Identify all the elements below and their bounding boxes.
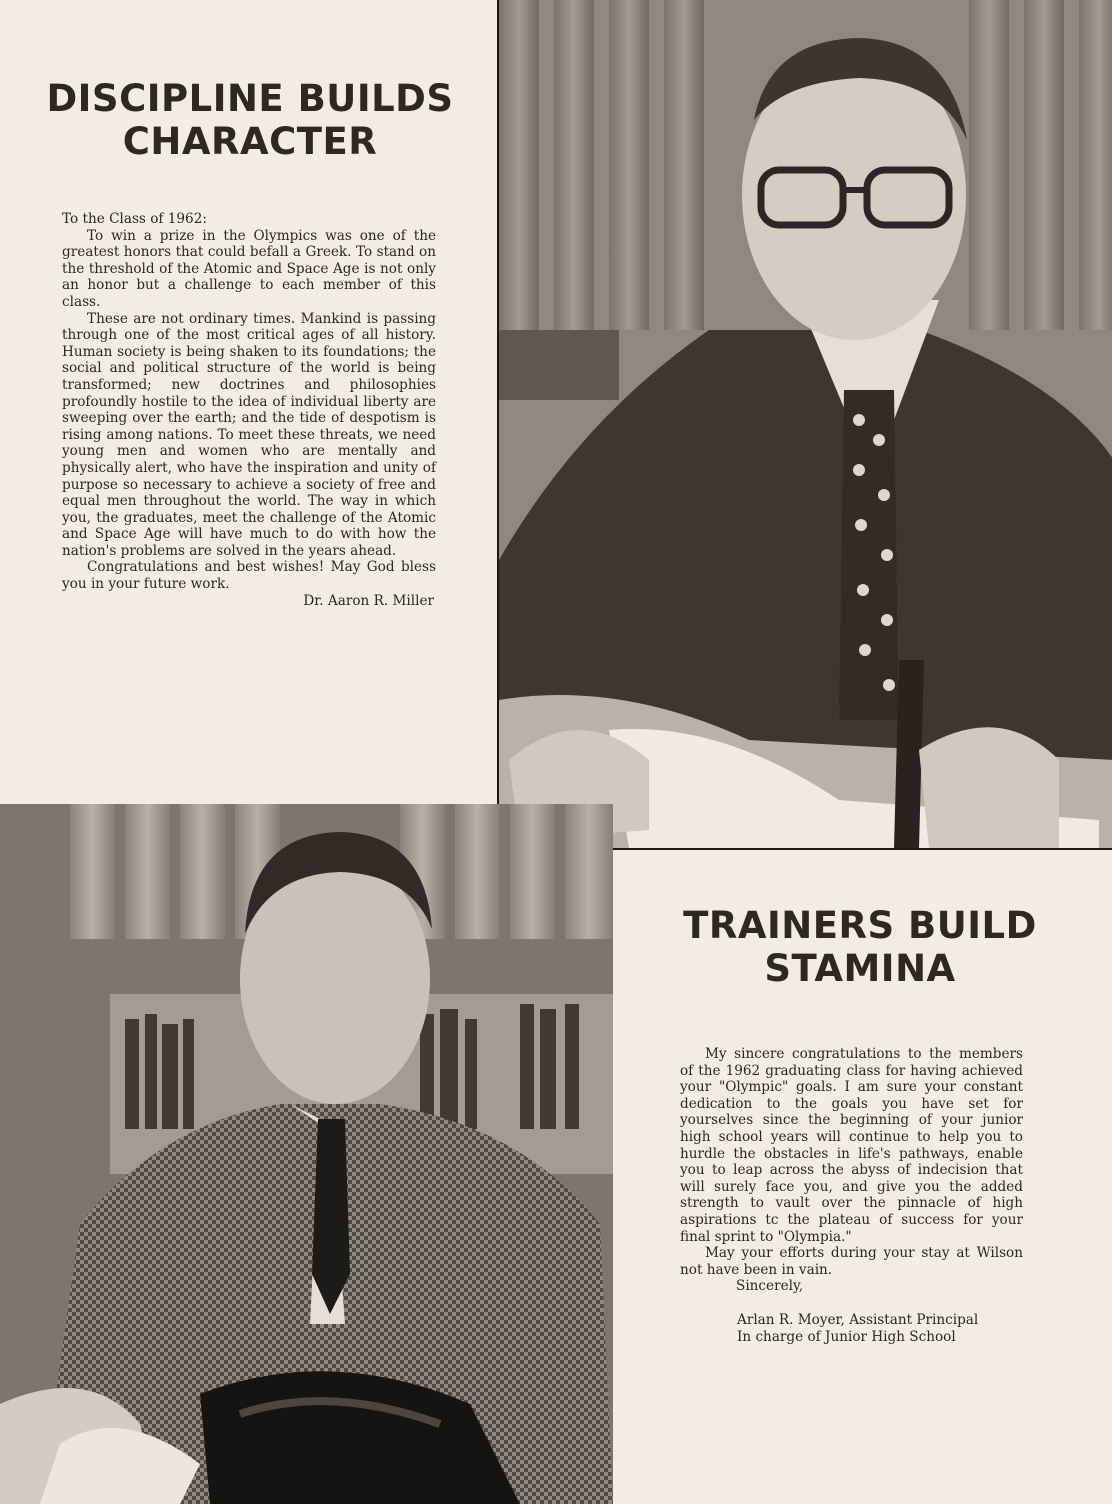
letter-class-of-1962 [62,211,436,609]
signature-name: Arlan R. Moyer, Assistant Principal [737,1311,979,1328]
letter-paragraph: These are not ordinary times. Mankind is passing through one of the most critical ages of all history. Human society is being shaken to its foundations; the social and political structure of the world is being transformed; new doctrines and philosophies profoundly hostile to the idea of individual liberty are sweeping over the earth; and the tide of despotism is rising among nations. To meet these threats, we need young men and women who are mentally and physically alert, who have the inspiration and unity of purpose so necessary to achieve a society of free and equal men throughout the world. The way in which you, the graduates, meet the challenge of the Atomic and Space Age will have much to do with how the nation's problems are solved in the years ahead. [62,310,436,559]
heading-discipline-builds-character [40,78,460,163]
heading-line-2: CHARACTER [122,119,378,163]
letter-paragraph: To win a prize in the Olympics was one of the greatest honors that could befall a Greek. To stand on the threshold of the Atomic and Space Age is not only an honor but a challenge to each member of this class. [62,227,436,310]
letter-junior-high-principal [680,1046,1023,1345]
closing: Sincerely, [736,1278,804,1295]
letter-paragraph: Congratulations and best wishes! May God bless you in your future work. [62,559,436,593]
signature: Dr. Aaron R. Miller [303,592,434,609]
salutation: To the Class of 1962: [62,211,207,227]
heading-trainers-build-stamina [660,905,1060,990]
letter-paragraph: My sincere congratulations to the members of the 1962 graduating class for having achieved your "Olympic" goals. I am sure your constant dedication to the goals you have set for yourselves since the beginning of your junior high school years will continue to help you to hurdle the obstacles in life's pathways, enable you to leap across the abyss of indecision that will surely face you, and give you the added strength to vault over the pinnacle of high aspirations tc the plateau of success for your final sprint to "Olympia." [680,1046,1023,1245]
portrait-photo-moyer [0,804,613,1504]
heading-line-2: STAMINA [764,946,956,990]
letter-paragraph: May your efforts during your stay at Wilson not have been in vain. [680,1245,1023,1278]
heading-line-1: TRAINERS BUILD [683,904,1037,947]
portrait-photo-miller [497,0,1112,850]
signature-title: In charge of Junior High School [737,1328,956,1345]
heading-line-1: DISCIPLINE BUILDS [46,77,454,120]
